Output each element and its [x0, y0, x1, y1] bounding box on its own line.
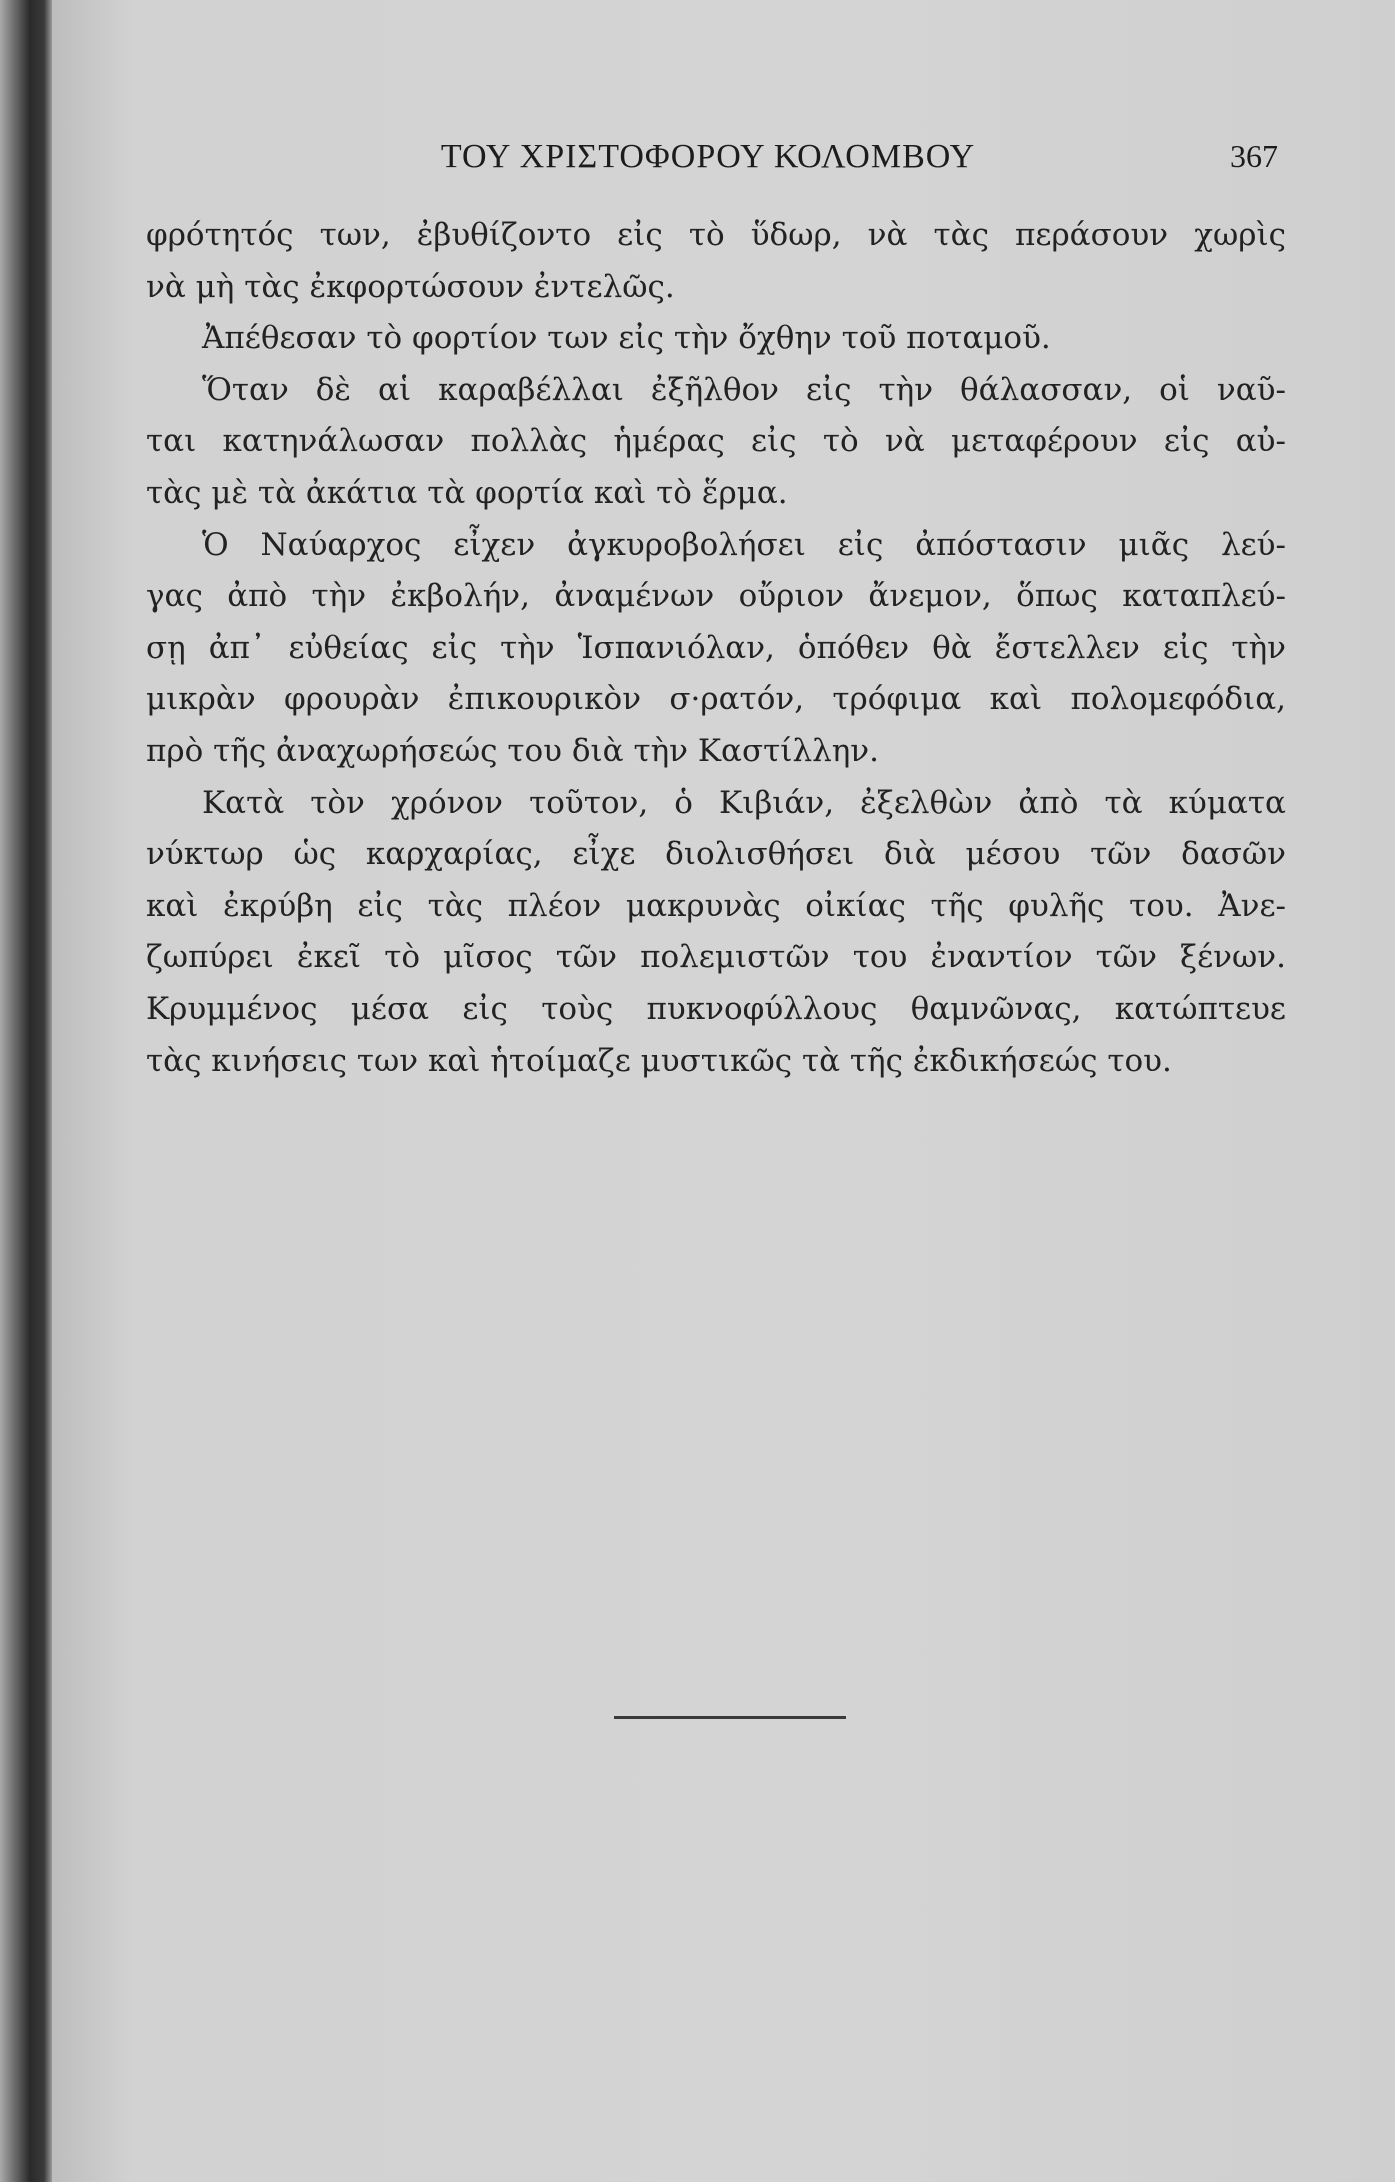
text-line: ται κατηνάλωσαν πολλὰς ἡμέρας εἰς τὸ νὰ μεταφέρουν εἰς αὐ-	[146, 423, 1286, 460]
text-line: Κατὰ τὸν χρόνον τοῦτον, ὁ Κιβιάν, ἐξελθὼν ἀπὸ τὰ κύματα	[202, 784, 1286, 821]
book-binding-edge	[0, 0, 52, 2182]
text-line: πρὸ τῆς ἀναχωρήσεώς του διὰ τὴν Καστίλλην.	[146, 732, 880, 769]
page-number: 367	[1230, 138, 1278, 174]
section-end-rule	[614, 1716, 846, 1719]
text-line: μικρὰν φρουρὰν ἐπικουρικὸν σ·ρατόν, τρόφιμα καὶ πολομεφόδια,	[146, 681, 1286, 718]
running-head-title: ΤΟΥ ΧΡΙΣΤΟΦΟΡΟΥ ΚΟΛΟΜΒΟΥ	[440, 138, 976, 175]
text-line: τὰς μὲ τὰ ἀκάτια τὰ φορτία καὶ τὸ ἕρμα.	[146, 474, 788, 511]
text-line: Ἀπέθεσαν τὸ φορτίον των εἰς τὴν ὄχθην τοῦ ποταμοῦ.	[202, 320, 1051, 357]
text-line: σῃ ἀπ᾽ εὐθείας εἰς τὴν Ἱσπανιόλαν, ὁπόθεν θὰ ἔστελλεν εἰς τὴν	[146, 629, 1286, 666]
text-line: ζωπύρει ἐκεῖ τὸ μῖσος τῶν πολεμιστῶν του ἐναντίον τῶν ξένων.	[146, 939, 1286, 976]
text-line: νὰ μὴ τὰς ἐκφορτώσουν ἐντελῶς.	[146, 268, 675, 305]
text-line: φρότητός των, ἐβυθίζοντο εἰς τὸ ὕδωρ, νὰ τὰς περάσουν χωρὶς	[146, 217, 1286, 253]
text-line: τὰς κινήσεις των καὶ ἡτοίμαζε μυστικῶς τὰ τῆς ἐκδικήσεώς του.	[146, 1042, 1172, 1079]
text-line: γας ἀπὸ τὴν ἐκβολήν, ἀναμένων οὔριον ἄνεμον, ὅπως καταπλεύ-	[146, 578, 1286, 615]
text-line: Ὅταν δὲ αἱ καραβέλλαι ἐξῆλθον εἰς τὴν θάλασσαν, οἱ ναῦ-	[202, 371, 1286, 408]
text-line: καὶ ἐκρύβη εἰς τὰς πλέον μακρυνὰς οἰκίας τῆς φυλῆς του. Ἀνε-	[146, 887, 1286, 924]
body-text	[146, 210, 1286, 1087]
running-header	[138, 132, 1278, 192]
text-line: νύκτωρ ὡς καρχαρίας, εἶχε διολισθήσει διὰ μέσου τῶν δασῶν	[146, 836, 1286, 873]
text-line: Κρυμμένος μέσα εἰς τοὺς πυκνοφύλλους θαμνῶνας, κατώπτευε	[146, 990, 1286, 1027]
text-line: Ὁ Ναύαρχος εἶχεν ἀγκυροβολήσει εἰς ἀπόστασιν μιᾶς λεύ-	[202, 526, 1286, 563]
